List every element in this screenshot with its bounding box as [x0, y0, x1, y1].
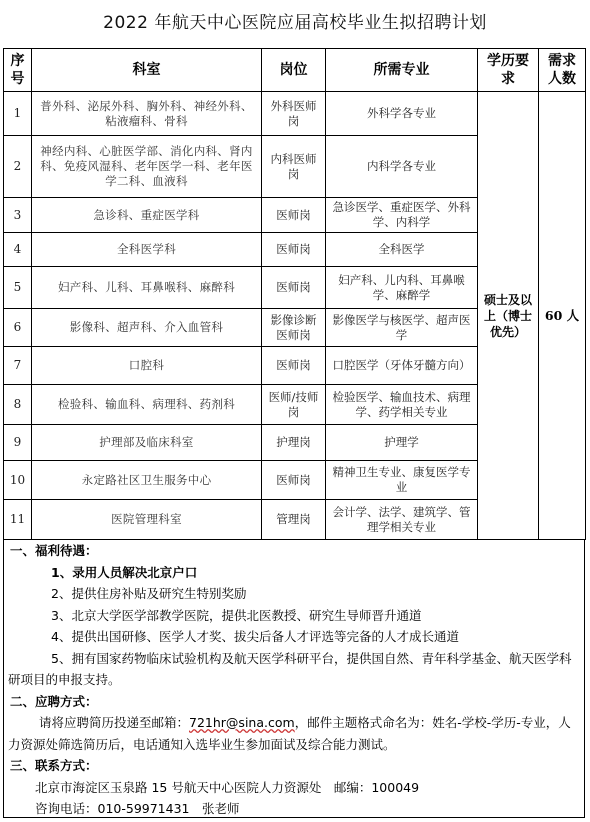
row-no: 10 [4, 461, 32, 500]
apply-text-before: 请将应聘简历投递至邮箱： [39, 715, 190, 730]
row-post: 医师岗 [262, 198, 326, 233]
row-no: 3 [4, 198, 32, 233]
edu-requirement: 硕士及以上（博士优先） [478, 92, 539, 540]
apply-heading: 二、应聘方式： [10, 693, 98, 709]
benefit-item: 3、北京大学医学部教学医院，提供北医教授、研究生导师晋升通道 [51, 607, 422, 623]
row-no: 8 [4, 385, 32, 425]
row-no: 5 [4, 267, 32, 309]
row-dept: 神经内科、心脏医学部、消化内科、肾内科、免疫风湿科、老年医学一科、老年医学二科、血液科 [32, 136, 262, 198]
row-no: 11 [4, 500, 32, 540]
apply-text-after: ，邮件主题格式命名为：姓名-学校-学历-专业，人力资源处筛选简历后，电话通知入选毕业生参加面试及综合能力测试。 [8, 715, 571, 752]
row-major: 内科学各专业 [326, 136, 478, 198]
row-dept: 口腔科 [32, 347, 262, 385]
contact-phone: 咨询电话：010-59971431 张老师 [35, 801, 240, 816]
benefits-heading: 一、福利待遇： [10, 543, 98, 558]
row-major: 影像医学与核医学、超声医学 [326, 309, 478, 347]
benefit-item-text: 5、拥有国家药物临床试验机构及航天医学科研平台，提供国自然、青年科学基金、航天医学科研项目的申报支持。 [8, 650, 572, 687]
row-post: 医师岗 [262, 233, 326, 267]
benefit-item: 4、提供出国研修、医学人才奖、拔尖后备人才评选等完备的人才成长通道 [51, 629, 459, 644]
row-post: 外科医师岗 [262, 92, 326, 136]
row-major: 护理学 [326, 425, 478, 461]
row-dept: 检验科、输血科、病理科、药剂科 [32, 385, 262, 425]
row-major: 检验医学、输血技术、病理学、药学相关专业 [326, 385, 478, 425]
row-major: 口腔医学（牙体牙髓方向） [326, 347, 478, 385]
benefit-item [4, 648, 584, 691]
row-major: 精神卫生专业、康复医学专业 [326, 461, 478, 500]
contact-heading: 三、联系方式： [10, 758, 98, 773]
header-major: 所需专业 [326, 49, 478, 92]
row-post: 内科医师岗 [262, 136, 326, 198]
row-no: 2 [4, 136, 32, 198]
row-major: 会计学、法学、建筑学、管理学相关专业 [326, 500, 478, 540]
header-count: 需求人数 [539, 49, 586, 92]
row-major: 外科学各专业 [326, 92, 478, 136]
row-major: 妇产科、儿内科、耳鼻喉学、麻醉学 [326, 267, 478, 309]
header-post: 岗位 [262, 49, 326, 92]
table-row [4, 92, 586, 136]
apply-email-link[interactable]: 721hr@sina.com [189, 715, 295, 730]
header-dept: 科室 [32, 49, 262, 92]
row-dept: 普外科、泌尿外科、胸外科、神经外科、粘液瘤科、骨科 [32, 92, 262, 136]
benefit-item: 1、录用人员解决北京户口 [51, 564, 198, 580]
row-post: 医师岗 [262, 461, 326, 500]
header-edu: 学历要求 [478, 49, 539, 92]
header-no: 序号 [4, 49, 32, 92]
recruitment-table [3, 48, 586, 540]
benefit-item: 2、提供住房补贴及研究生特别奖励 [51, 586, 247, 601]
row-post: 医师/技师岗 [262, 385, 326, 425]
notes-section [3, 540, 585, 818]
row-no: 9 [4, 425, 32, 461]
row-dept: 妇产科、儿科、耳鼻喉科、麻醉科 [32, 267, 262, 309]
row-dept: 全科医学科 [32, 233, 262, 267]
row-post: 医师岗 [262, 347, 326, 385]
row-no: 7 [4, 347, 32, 385]
row-dept: 医院管理科室 [32, 500, 262, 540]
row-dept: 护理部及临床科室 [32, 425, 262, 461]
row-dept: 永定路社区卫生服务中心 [32, 461, 262, 500]
headcount: 60 人 [539, 92, 586, 540]
row-no: 4 [4, 233, 32, 267]
row-no: 6 [4, 309, 32, 347]
row-no: 1 [4, 92, 32, 136]
row-major: 急诊医学、重症医学、外科学、内科学 [326, 198, 478, 233]
contact-address: 北京市海淀区玉泉路 15 号航天中心医院人力资源处 邮编：100049 [35, 779, 420, 795]
row-dept: 急诊科、重症医学科 [32, 198, 262, 233]
table-header-row [4, 49, 586, 92]
row-post: 护理岗 [262, 425, 326, 461]
row-post: 影像诊断医师岗 [262, 309, 326, 347]
row-dept: 影像科、超声科、介入血管科 [32, 309, 262, 347]
row-post: 管理岗 [262, 500, 326, 540]
row-major: 全科医学 [326, 233, 478, 267]
page-title: 2022 年航天中心医院应届高校毕业生拟招聘计划 [103, 13, 487, 33]
apply-paragraph [4, 712, 584, 755]
row-post: 医师岗 [262, 267, 326, 309]
